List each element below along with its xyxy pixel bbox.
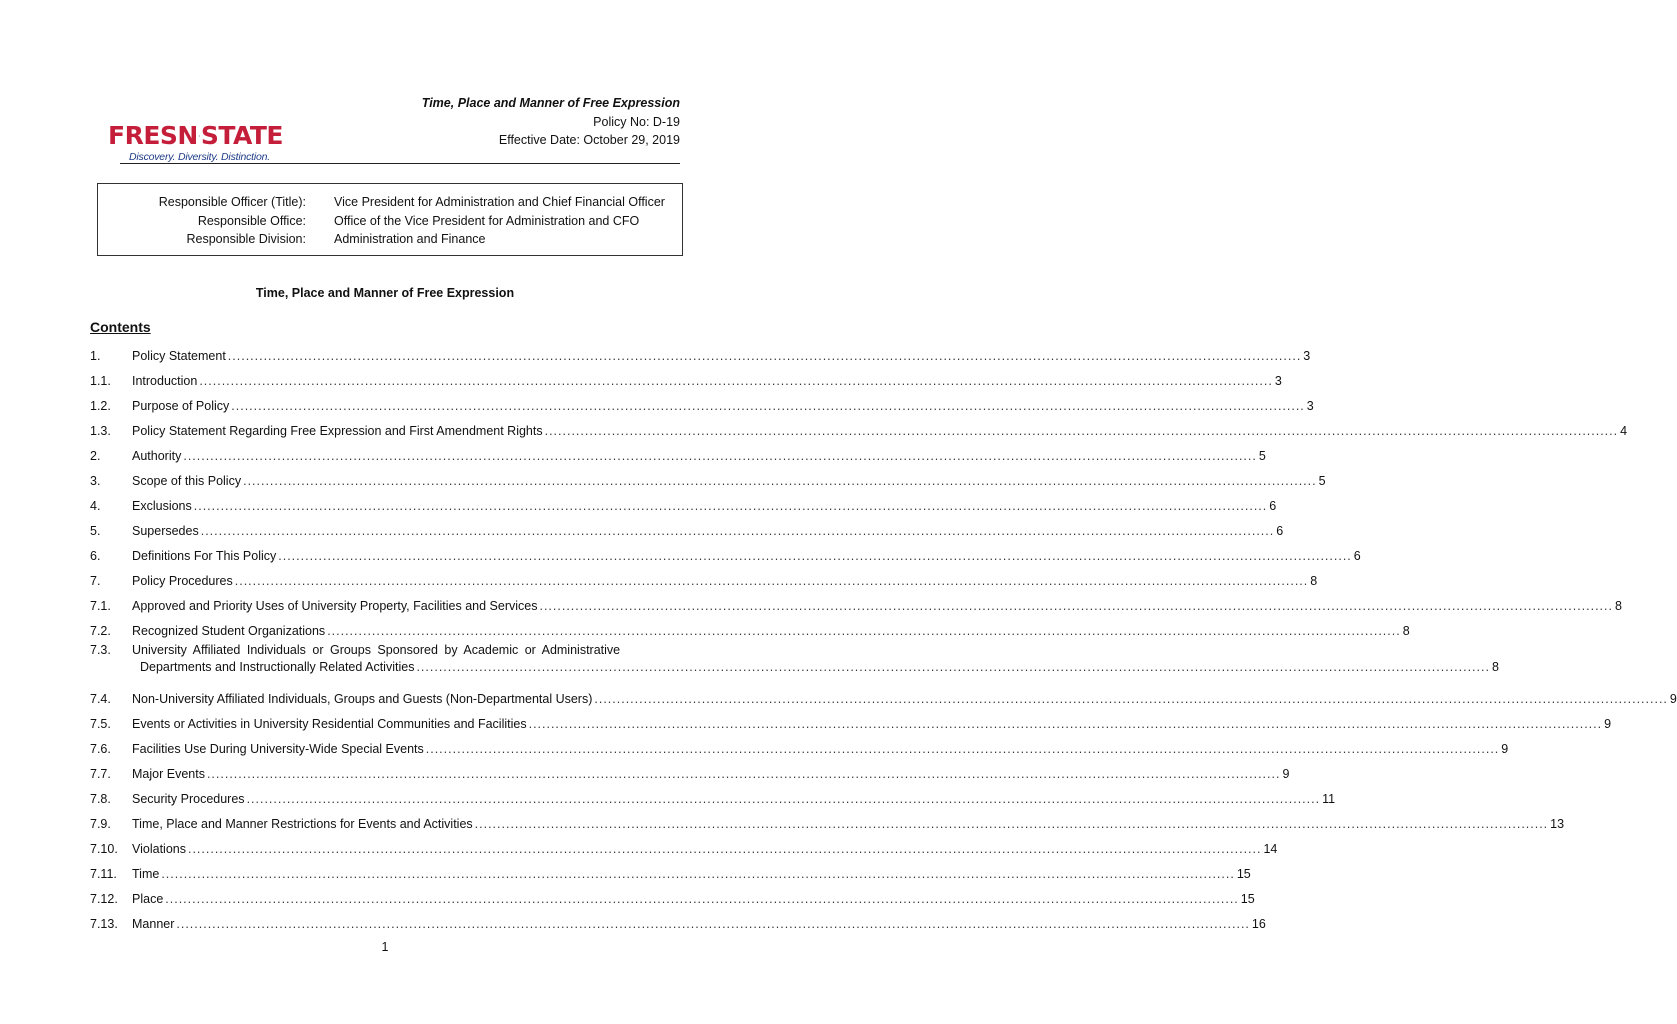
- toc-number: 1.1.: [90, 374, 111, 388]
- toc-page: 15: [1236, 867, 1251, 881]
- toc-entry[interactable]: [90, 808, 1565, 833]
- toc-page: 9: [1669, 692, 1677, 706]
- toc-leader: [416, 659, 1490, 676]
- responsible-office-value: Office of the Vice President for Administration and CFO: [334, 213, 640, 228]
- toc-text: Time: [132, 867, 160, 881]
- toc-number: 5.: [90, 524, 101, 538]
- fresno-state-logo: [108, 122, 283, 166]
- toc-entry[interactable]: [90, 708, 1612, 733]
- toc-text: Policy Statement Regarding Free Expression and First Amendment Rights: [132, 424, 543, 438]
- toc-leader: [165, 891, 1239, 908]
- toc-leader: [176, 916, 1250, 933]
- toc-page: 15: [1240, 892, 1255, 906]
- toc-entry[interactable]: [90, 783, 1336, 808]
- toc-entry[interactable]: [90, 908, 1266, 933]
- toc-page: 9: [1501, 742, 1509, 756]
- toc-leader: [529, 716, 1603, 733]
- logo-wordmark: [108, 122, 283, 150]
- toc-text: Manner: [132, 917, 175, 931]
- toc-number: 7.6.: [90, 742, 111, 756]
- responsibility-values: [334, 193, 665, 249]
- responsible-division-label: Responsible Division:: [186, 232, 306, 246]
- toc-text: Facilities Use During University-Wide Special Events: [132, 742, 424, 756]
- toc-page: 8: [1614, 599, 1622, 613]
- toc-text: Policy Procedures: [132, 574, 233, 588]
- toc-text: Policy Statement: [132, 349, 226, 363]
- toc-page: 8: [1310, 574, 1318, 588]
- toc-entry[interactable]: [90, 858, 1251, 883]
- responsible-officer-label: Responsible Officer (Title):: [158, 195, 306, 209]
- toc-number: 2.: [90, 449, 101, 463]
- toc-leader: [201, 523, 1275, 540]
- toc-number: 7.2.: [90, 624, 111, 638]
- toc-leader: [327, 623, 1401, 640]
- toc-text: Security Procedures: [132, 792, 245, 806]
- toc-page: 16: [1251, 917, 1266, 931]
- toc-entry[interactable]: [90, 390, 1314, 415]
- toc-leader: [231, 398, 1305, 415]
- toc-entry[interactable]: [90, 365, 1282, 390]
- toc-page: 8: [1491, 660, 1499, 674]
- toc-number: 3.: [90, 474, 101, 488]
- toc-leader: [235, 573, 1309, 590]
- page-number: 1: [381, 940, 389, 954]
- toc-text: Authority: [132, 449, 182, 463]
- responsibility-labels: [98, 193, 306, 249]
- toc-page: 6: [1276, 524, 1284, 538]
- policy-number: Policy No: D-19: [593, 114, 680, 129]
- toc-entry[interactable]: [90, 733, 1509, 758]
- toc-leader: [228, 348, 1302, 365]
- toc-number: 7.1.: [90, 599, 111, 613]
- toc-leader: [426, 741, 1500, 758]
- toc-leader: [247, 791, 1321, 808]
- logo-tagline: Discovery. Diversity. Distinction.: [129, 151, 271, 163]
- toc-entry[interactable]: [90, 640, 1499, 683]
- toc-page: 6: [1269, 499, 1277, 513]
- toc-leader: [188, 841, 1262, 858]
- toc-number: 7.13.: [90, 917, 118, 931]
- paw-icon: [199, 125, 200, 147]
- toc-entry[interactable]: [90, 340, 1311, 365]
- contents-heading: Contents: [90, 319, 151, 335]
- toc-page: 6: [1353, 549, 1361, 563]
- toc-entry[interactable]: [90, 833, 1278, 858]
- toc-page: 9: [1604, 717, 1612, 731]
- toc-text: Place: [132, 892, 164, 906]
- toc-page: 8: [1402, 624, 1410, 638]
- toc-text: Time, Place and Manner Restrictions for Events and Activities: [132, 817, 473, 831]
- effective-date: Effective Date: October 29, 2019: [498, 133, 680, 147]
- responsible-office-label: Responsible Office:: [197, 213, 306, 228]
- toc-entry[interactable]: [90, 758, 1290, 783]
- toc-page: 3: [1274, 374, 1282, 388]
- table-of-contents: [90, 340, 1677, 933]
- toc-leader: [594, 691, 1668, 708]
- toc-page: 13: [1550, 817, 1565, 831]
- logo-text-right: STATE: [200, 121, 283, 150]
- toc-number: 7.9.: [90, 817, 111, 831]
- toc-text: Purpose of Policy: [132, 399, 230, 413]
- toc-number: 7.7.: [90, 767, 111, 781]
- toc-entry[interactable]: [90, 415, 1628, 440]
- toc-page: 14: [1263, 842, 1278, 856]
- toc-number: 1.: [90, 349, 101, 363]
- toc-text: Scope of this Policy: [132, 474, 242, 488]
- toc-entry[interactable]: [90, 590, 1622, 615]
- header-title: Time, Place and Manner of Free Expression: [421, 96, 680, 110]
- toc-leader: [243, 473, 1317, 490]
- toc-entry[interactable]: [90, 883, 1255, 908]
- toc-page: 9: [1282, 767, 1290, 781]
- toc-entry[interactable]: [90, 540, 1361, 565]
- toc-number: 7.: [90, 574, 101, 588]
- toc-text: Non-University Affiliated Individuals, Groups and Guests (Non-Departmental Users): [132, 692, 593, 706]
- toc-number: 1.3.: [90, 424, 111, 438]
- toc-leader: [475, 816, 1549, 833]
- toc-number: 4.: [90, 499, 101, 513]
- toc-text: Introduction: [132, 374, 198, 388]
- toc-leader: [539, 598, 1613, 615]
- toc-number: 7.12.: [90, 892, 118, 906]
- toc-page: 11: [1322, 792, 1336, 806]
- toc-leader: [161, 866, 1235, 883]
- responsible-officer-value: Vice President for Administration and Chief Financial Officer: [334, 195, 665, 209]
- toc-entry[interactable]: [90, 515, 1284, 540]
- policy-header: [422, 94, 680, 150]
- toc-text: Events or Activities in University Residential Communities and Facilities: [132, 717, 527, 731]
- toc-number: 1.2.: [90, 399, 111, 413]
- toc-page: 3: [1303, 349, 1311, 363]
- toc-text: Supersedes: [132, 524, 199, 538]
- toc-text: Definitions For This Policy: [132, 549, 277, 563]
- toc-entry[interactable]: [90, 465, 1326, 490]
- toc-number: 7.8.: [90, 792, 111, 806]
- toc-page: 5: [1318, 474, 1326, 488]
- toc-page: 4: [1620, 424, 1628, 438]
- toc-leader: [199, 373, 1273, 390]
- toc-number: 7.11.: [90, 867, 117, 881]
- toc-text: Exclusions: [132, 499, 192, 513]
- toc-entry[interactable]: [90, 440, 1266, 465]
- toc-leader: [183, 448, 1257, 465]
- header-divider: [120, 163, 680, 164]
- toc-number: 7.4.: [90, 692, 111, 706]
- toc-leader: [207, 766, 1281, 783]
- toc-text: Violations: [132, 842, 186, 856]
- toc-text: Recognized Student Organizations: [132, 624, 326, 638]
- toc-entry[interactable]: [90, 615, 1410, 640]
- toc-entry[interactable]: [90, 490, 1277, 515]
- toc-page: 5: [1258, 449, 1266, 463]
- toc-leader: [278, 548, 1352, 565]
- toc-text: Approved and Priority Uses of University Property, Facilities and Services: [132, 599, 538, 613]
- responsible-division-value: Administration and Finance: [334, 232, 486, 246]
- toc-number: 7.3.: [90, 643, 111, 657]
- toc-entry[interactable]: [90, 683, 1677, 708]
- logo-text-left: FRESN: [108, 121, 198, 150]
- toc-text: University Affiliated Individuals or Groups Sponsored by Academic or Administrative: [132, 643, 621, 657]
- toc-entry[interactable]: [90, 565, 1318, 590]
- toc-leader: [545, 423, 1619, 440]
- toc-text-continued: Departments and Instructionally Related Activities: [140, 660, 415, 674]
- toc-page: 3: [1306, 399, 1314, 413]
- toc-number: 7.5.: [90, 717, 111, 731]
- toc-text: Major Events: [132, 767, 205, 781]
- document-title: Time, Place and Manner of Free Expression: [255, 286, 515, 300]
- toc-number: 7.10.: [90, 842, 118, 856]
- toc-number: 6.: [90, 549, 101, 563]
- responsibility-box: [97, 183, 683, 256]
- toc-leader: [194, 498, 1268, 515]
